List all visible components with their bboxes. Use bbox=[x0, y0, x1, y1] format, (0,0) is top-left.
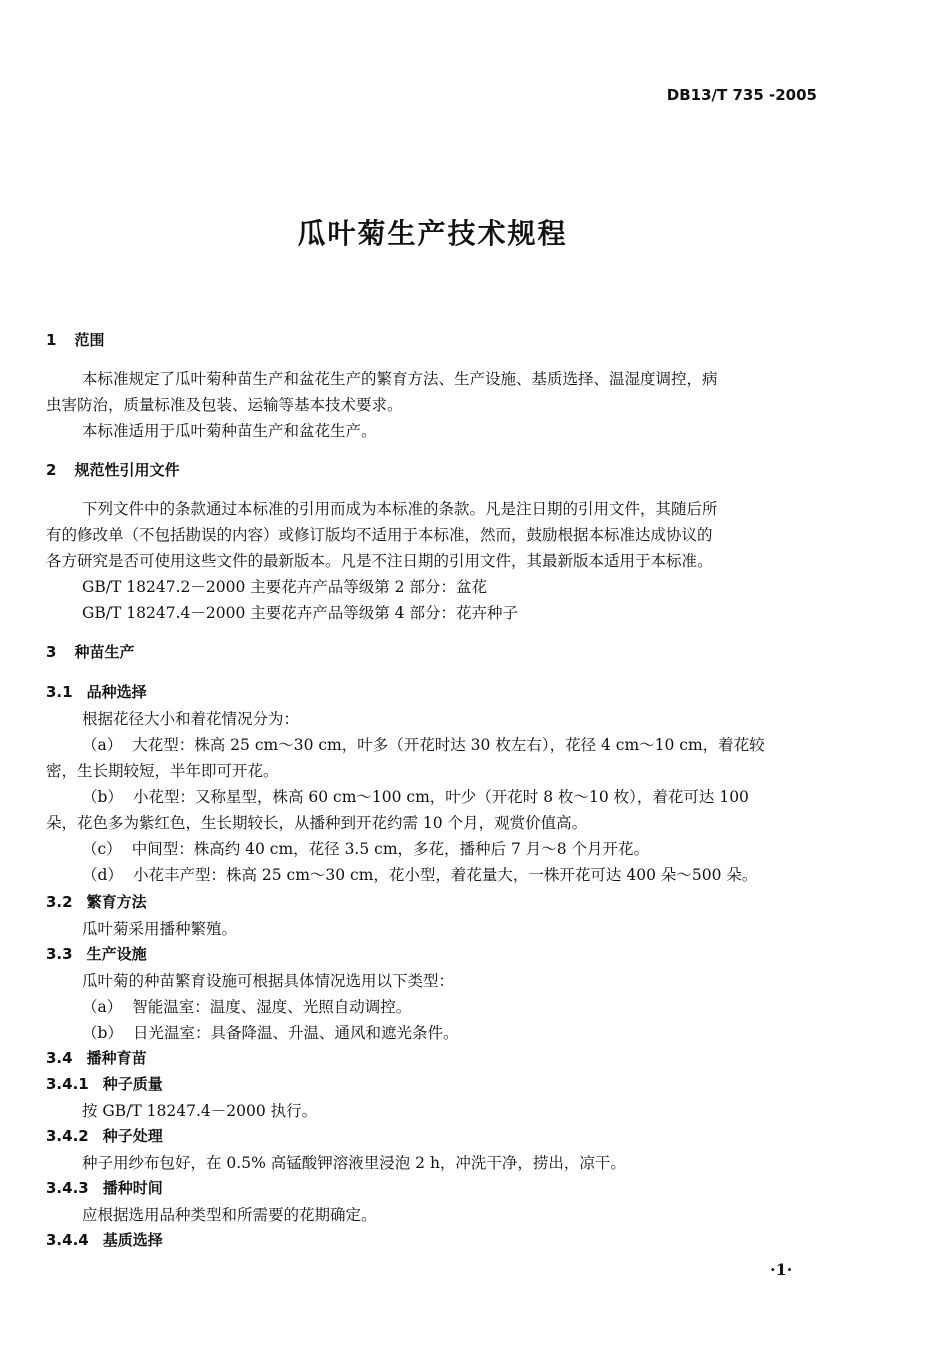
list-label: （d） bbox=[82, 866, 123, 884]
subsection-3-4-1-heading bbox=[46, 1073, 163, 1094]
list-item-d bbox=[82, 863, 757, 885]
list-text: 小花型：又称星型，株高 60 cm～100 cm，叶少（开花时 8 枚～10 枚），着花可达 100 bbox=[132, 788, 749, 806]
paragraph: 根据花径大小和着花情况分为： bbox=[82, 710, 300, 728]
paragraph: 本标准适用于瓜叶菊种苗生产和盆花生产。 bbox=[82, 422, 377, 440]
section-number: 2 bbox=[46, 461, 57, 479]
list-item-a bbox=[82, 995, 411, 1017]
section-number: 3.4 bbox=[46, 1049, 73, 1067]
section-number: 3 bbox=[46, 643, 57, 661]
section-title: 规范性引用文件 bbox=[74, 461, 180, 479]
paragraph: 瓜叶菊采用播种繁殖。 bbox=[82, 920, 238, 938]
subsection-3-3-heading bbox=[46, 943, 147, 964]
list-label: （a） bbox=[82, 736, 123, 754]
document-title: 瓜叶菊生产技术规程 bbox=[297, 217, 568, 250]
list-label: （b） bbox=[82, 788, 123, 806]
paragraph: 虫害防治，质量标准及包装、运输等基本技术要求。 bbox=[46, 396, 403, 414]
paragraph: 种子用纱布包好，在 0.5% 高锰酸钾溶液里浸泡 2 h，冲洗干净，捞出，凉干。 bbox=[82, 1154, 626, 1172]
reference-item: GB/T 18247.4－2000 主要花卉产品等级第 4 部分：花卉种子 bbox=[82, 604, 518, 622]
section-number: 3.4.4 bbox=[46, 1231, 89, 1249]
subsection-3-4-3-heading bbox=[46, 1177, 163, 1198]
subsection-3-2-heading bbox=[46, 891, 147, 912]
list-text: 大花型：株高 25 cm～30 cm，叶多（开花时达 30 枚左右），花径 4 cm～10 cm，着花较 bbox=[132, 736, 765, 754]
paragraph: 应根据选用品种类型和所需要的花期确定。 bbox=[82, 1206, 377, 1224]
section-title: 生产设施 bbox=[86, 945, 147, 963]
reference-item: GB/T 18247.2－2000 主要花卉产品等级第 2 部分：盆花 bbox=[82, 578, 487, 596]
list-label: （c） bbox=[82, 840, 122, 858]
list-text: 中间型：株高约 40 cm，花径 3.5 cm，多花，播种后 7 月～8 个月开花。 bbox=[131, 840, 650, 858]
section-1-heading bbox=[46, 329, 104, 350]
list-text: 日光温室：具备降温、升温、通风和遮光条件。 bbox=[132, 1024, 459, 1042]
section-title: 播种育苗 bbox=[86, 1049, 147, 1067]
section-title: 基质选择 bbox=[102, 1231, 163, 1249]
section-number: 3.2 bbox=[46, 893, 73, 911]
paragraph: 本标准规定了瓜叶菊种苗生产和盆花生产的繁育方法、生产设施、基质选择、温湿度调控，病 bbox=[82, 370, 718, 388]
section-title: 范围 bbox=[74, 331, 105, 349]
paragraph: 下列文件中的条款通过本标准的引用而成为本标准的条款。凡是注日期的引用文件，其随后所 bbox=[82, 500, 718, 518]
section-3-heading bbox=[46, 641, 134, 662]
list-label: （a） bbox=[82, 998, 123, 1016]
subsection-3-4-2-heading bbox=[46, 1125, 163, 1146]
list-item-b bbox=[82, 785, 749, 807]
standard-code: DB13/T 735 -2005 bbox=[666, 86, 817, 104]
list-item-c bbox=[82, 837, 649, 859]
section-title: 种苗生产 bbox=[74, 643, 135, 661]
paragraph: 密，生长期较短，半年即可开花。 bbox=[46, 762, 279, 780]
paragraph: 瓜叶菊的种苗繁育设施可根据具体情况选用以下类型： bbox=[82, 972, 455, 990]
list-text: 智能温室：温度、湿度、光照自动调控。 bbox=[132, 998, 412, 1016]
section-number: 3.4.2 bbox=[46, 1127, 89, 1145]
section-number: 3.4.1 bbox=[46, 1075, 89, 1093]
list-item-b bbox=[82, 1021, 458, 1043]
section-title: 繁育方法 bbox=[86, 893, 147, 911]
section-title: 播种时间 bbox=[102, 1179, 163, 1197]
list-text: 小花丰产型：株高 25 cm～30 cm，花小型，着花量大，一株开花可达 400 朵～500 朵。 bbox=[132, 866, 758, 884]
section-number: 3.4.3 bbox=[46, 1179, 89, 1197]
paragraph: 按 GB/T 18247.4－2000 执行。 bbox=[82, 1102, 318, 1120]
section-title: 种子质量 bbox=[102, 1075, 163, 1093]
subsection-3-4-heading bbox=[46, 1047, 147, 1068]
subsection-3-4-4-heading bbox=[46, 1229, 163, 1250]
list-item-a bbox=[82, 733, 765, 755]
section-number: 3.3 bbox=[46, 945, 73, 963]
list-label: （b） bbox=[82, 1024, 123, 1042]
page-number: ·1· bbox=[770, 1260, 793, 1279]
section-title: 种子处理 bbox=[102, 1127, 163, 1145]
paragraph: 朵，花色多为紫红色，生长期较长，从播种到开花约需 10 个月，观赏价值高。 bbox=[46, 814, 588, 832]
section-number: 1 bbox=[46, 331, 57, 349]
subsection-3-1-heading bbox=[46, 681, 147, 702]
section-title: 品种选择 bbox=[86, 683, 147, 701]
paragraph: 各方研究是否可使用这些文件的最新版本。凡是不注日期的引用文件，其最新版本适用于本标准。 bbox=[46, 552, 713, 570]
paragraph: 有的修改单（不包括勘误的内容）或修订版均不适用于本标准，然而，鼓励根据本标准达成协议的 bbox=[46, 526, 713, 544]
section-number: 3.1 bbox=[46, 683, 73, 701]
section-2-heading bbox=[46, 459, 179, 480]
